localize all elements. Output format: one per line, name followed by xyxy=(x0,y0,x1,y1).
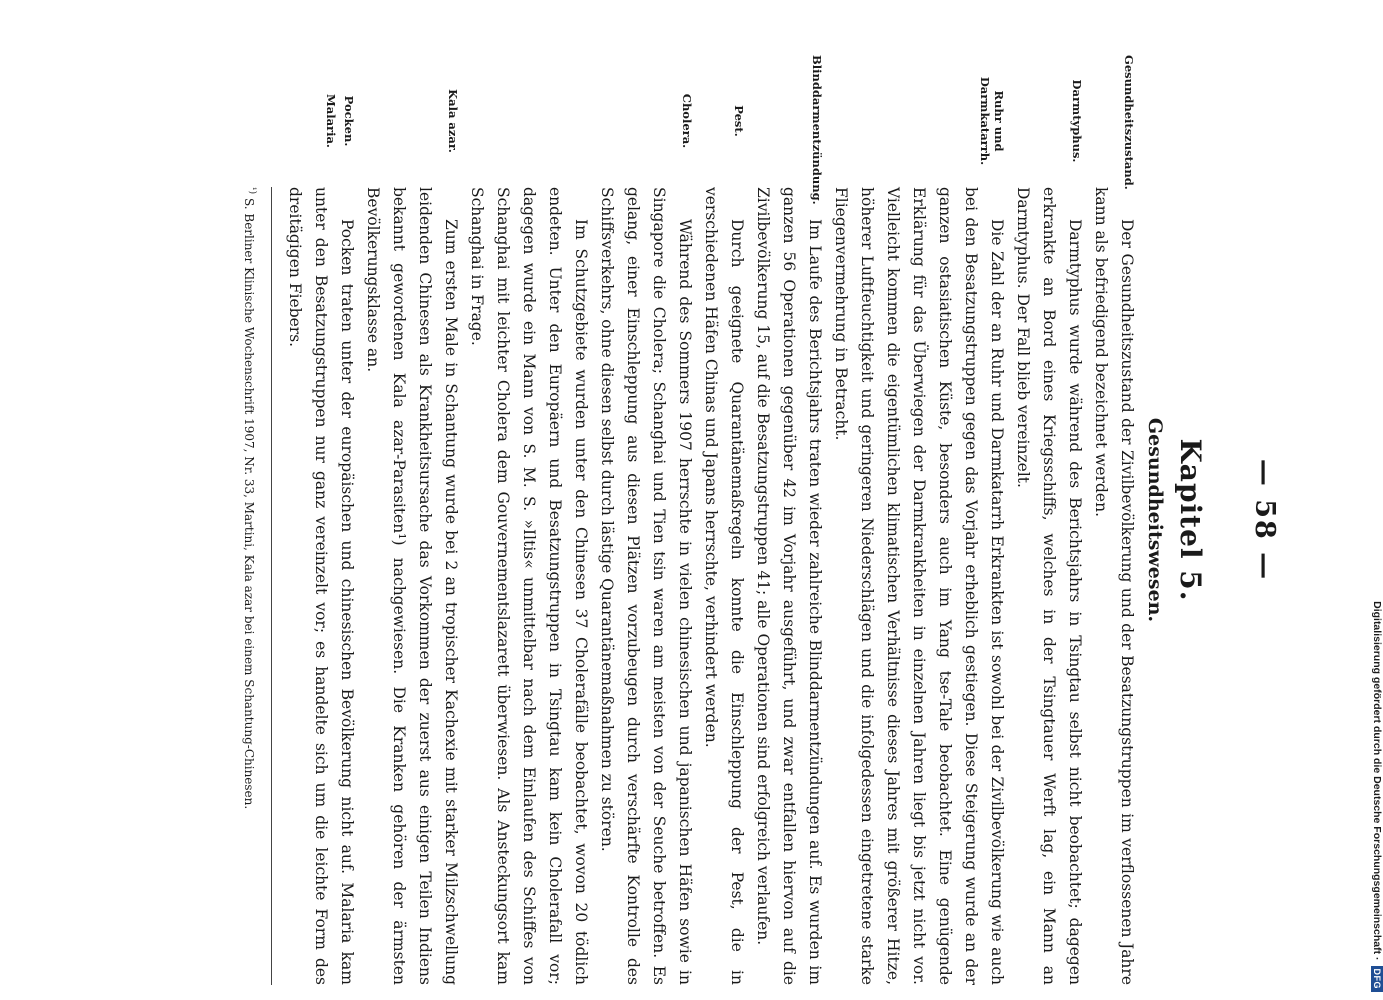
footnote xyxy=(237,187,272,985)
section-pocken-malaria xyxy=(282,55,360,985)
rotated-page xyxy=(100,0,1300,1000)
margin-note: Gesundheitszustand. xyxy=(1122,55,1136,190)
paragraph: Während des Sommers 1907 herrschte in vielen chinesischen und japanischen Häfen sowie in Singapore die Cholera; Schanghai und Tien tsin waren am meisten von der Seuche betroffen. Es gelang, einer Einschleppung aus diesen Plätzen vorzubeugen durch verschärfte Kontrolle des Schiffsverkehrs, ohne diesen selbst durch lästige Quarantänemaßnahmen zu stören. xyxy=(598,187,694,985)
margin-note: Pest. xyxy=(732,105,746,137)
page-number: — 58 — xyxy=(1249,458,1280,582)
paragraph: Darmtyphus wurde während des Berichtsjahrs in Tsingtau selbst nicht beobachtet; dagegen erkrankte an Bord eines Kriegsschiffs, welches in der Tsingtauer Werft lag, ein Mann an Darmtyphus. Der Fall blieb vereinzelt. xyxy=(1014,187,1084,985)
page-content xyxy=(237,55,1280,985)
section-kala-azar xyxy=(360,55,464,985)
paragraph: Zum ersten Male in Schantung wurde bei 2 an tropischer Kachexie mit starker Milzschwellung leidenden Chinesen als Krankheitsursache das Vorkommen der zuerst aus einigen Teilen Indiens bekannt gewordenen Kala azar-Parasiten¹) nachgewiesen. Die Kranken gehören der ärmsten Bevölkerungsklasse an. xyxy=(364,187,460,985)
section-ruhr xyxy=(828,55,1010,985)
paragraph: Die Zahl der an Ruhr und Darmkatarrh Erkrankten ist sowohl bei der Zivilbevölkerung wie auch bei den Besatzungstruppen gegen das Vorjahr erheblich gestiegen. Diese Steigerung wurde an der ganzen ostasiatischen Küste, besonders auch im Yang tse-Tale beobachtet. Eine genügende Erklärung für das Überwiegen der Darmkrankheiten in einzelnen Jahren liegt bis jetzt nicht vor. Vielleicht kommen die eigentümlichen klimatischen Verhältnisse dieses Jahres mit größerer Hitze, höherer Luftfeuchtigkeit und geringeren Niederschlägen und die infolgedessen eingetretene starke Fliegenvermehrung in Betracht. xyxy=(832,187,1006,985)
section-darmtyphus xyxy=(1010,55,1088,985)
section-pest xyxy=(698,55,750,985)
section-cholera xyxy=(594,55,698,985)
margin-note: Darmtyphus. xyxy=(1070,79,1084,163)
margin-note: Blinddarmentzündung. xyxy=(810,55,824,205)
digitization-credit xyxy=(1367,0,1383,1000)
margin-note: Ruhr und Darmkatarrh. xyxy=(978,76,1006,166)
paragraph: Der Gesundheitszustand der Zivilbevölkerung und der Besatzungstruppen im verflossenen Jahre kann als befriedigend bezeichnet werden. xyxy=(1092,187,1136,985)
paragraph: Pocken traten unter der europäischen und chinesischen Bevölkerung nicht auf. Malaria kam unter den Besatzungstruppen nur ganz vereinzelt vor; es handelte sich um die leichte Form des dreitägigen Fiebers. xyxy=(286,187,356,985)
paragraph: Durch geeignete Quarantänemaßregeln konnte die Einschleppung der Pest, die in verschiedenen Häfen Chinas und Japans herrschte, verhindert werden. xyxy=(702,187,746,985)
paragraph: Im Laufe des Berichtsjahrs traten wieder zahlreiche Blinddarmentzündungen auf. Es wurden im ganzen 56 Operationen gegenüber 42 im Vorjahr ausgeführt, und zwar entfallen hiervon auf die Zivilbevölkerung 15, auf die Besatzungstruppen 41; alle Operationen sind erfolgreich verlaufen. xyxy=(754,187,824,985)
dfg-logo: DFG xyxy=(1371,966,1383,993)
chapter-title: Gesundheitswesen. xyxy=(1144,417,1166,623)
margin-note-empty xyxy=(590,55,594,187)
section-blinddarm xyxy=(750,55,828,985)
paragraph: Im Schutzgebiete wurden unter den Chinesen 37 Cholerafälle beobachtet, wovon 20 tödlich endeten. Unter den Europäern und Besatzungstruppen in Tsingtau kam kein Cholerafall vor; dagegen wurde ein Mann von S. M. S. »Iltis« unmittelbar nach dem Einlaufen des Schiffes von Schanghai mit leichter Cholera dem Gouvernementslazarett überwiesen. Als Ansteckungsort kam Schanghai in Frage. xyxy=(468,187,590,985)
chapter-heading: Kapitel 5. xyxy=(1174,438,1207,602)
footnote-text: S. Berliner Klinische Wochenschrift 1907, Nr. 33, Martini, Kala azar bei einem Schantung-Chinesen. xyxy=(242,197,256,810)
margin-note: Cholera. xyxy=(680,93,694,149)
section-gesundheitszustand xyxy=(1088,55,1140,985)
credit-text: Digitalisierung gefördert durch die Deutsche Forschungsgemeinschaft · xyxy=(1371,601,1383,961)
footnote-mark: ¹) xyxy=(247,187,257,195)
margin-note: Kala azar. xyxy=(446,89,460,153)
section-cholera-schutzgebiet xyxy=(464,55,594,985)
margin-note: Pocken. Malaria. xyxy=(324,94,356,148)
